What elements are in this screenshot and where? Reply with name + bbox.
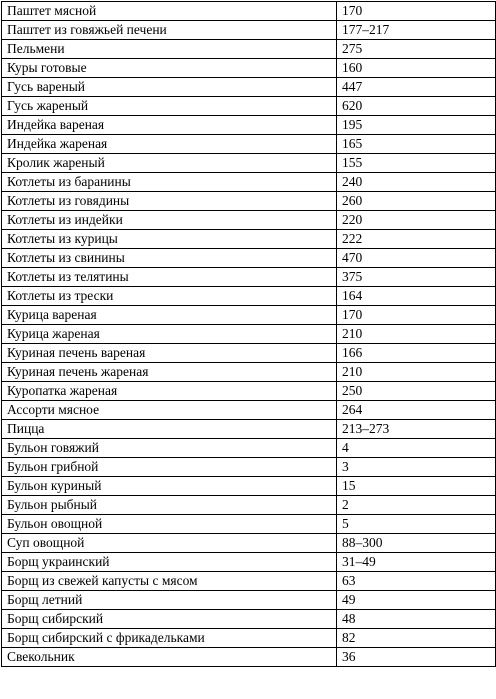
calorie-value-cell: 36	[337, 648, 496, 667]
dish-name-cell: Свекольник	[2, 648, 337, 667]
table-row	[2, 116, 496, 135]
dish-name-cell: Бульон куриный	[2, 477, 337, 496]
table-row	[2, 344, 496, 363]
calorie-value-cell: 5	[337, 515, 496, 534]
dish-name-cell: Котлеты из говядины	[2, 192, 337, 211]
dish-name-cell: Куриная печень вареная	[2, 344, 337, 363]
dish-name-cell: Паштет из говяжьей печени	[2, 21, 337, 40]
table-row	[2, 515, 496, 534]
calorie-value-cell: 213–273	[337, 420, 496, 439]
calorie-value-cell: 170	[337, 2, 496, 21]
dish-name-cell: Борщ украинский	[2, 553, 337, 572]
calorie-value-cell: 210	[337, 325, 496, 344]
table-row	[2, 648, 496, 667]
dish-name-cell: Пельмени	[2, 40, 337, 59]
dish-name-cell: Котлеты из свинины	[2, 249, 337, 268]
dish-name-cell: Борщ сибирский с фрикадельками	[2, 629, 337, 648]
calorie-value-cell: 195	[337, 116, 496, 135]
calorie-value-cell: 264	[337, 401, 496, 420]
calorie-value-cell: 620	[337, 97, 496, 116]
dish-name-cell: Курица жареная	[2, 325, 337, 344]
table-row	[2, 192, 496, 211]
calorie-value-cell: 275	[337, 40, 496, 59]
dish-name-cell: Бульон овощной	[2, 515, 337, 534]
calorie-value-cell: 160	[337, 59, 496, 78]
table-row	[2, 629, 496, 648]
calorie-value-cell: 165	[337, 135, 496, 154]
table-row	[2, 439, 496, 458]
dish-name-cell: Гусь жареный	[2, 97, 337, 116]
table-row	[2, 97, 496, 116]
table-row	[2, 610, 496, 629]
dish-name-cell: Пицца	[2, 420, 337, 439]
calorie-value-cell: 177–217	[337, 21, 496, 40]
calorie-value-cell: 447	[337, 78, 496, 97]
dish-name-cell: Бульон грибной	[2, 458, 337, 477]
table-row	[2, 363, 496, 382]
table-row	[2, 287, 496, 306]
table-row	[2, 135, 496, 154]
calorie-value-cell: 260	[337, 192, 496, 211]
calorie-value-cell: 3	[337, 458, 496, 477]
dish-name-cell: Борщ летний	[2, 591, 337, 610]
calorie-value-cell: 31–49	[337, 553, 496, 572]
dish-name-cell: Ассорти мясное	[2, 401, 337, 420]
dish-name-cell: Борщ сибирский	[2, 610, 337, 629]
calorie-value-cell: 240	[337, 173, 496, 192]
calorie-value-cell: 250	[337, 382, 496, 401]
table-row	[2, 249, 496, 268]
calorie-value-cell: 375	[337, 268, 496, 287]
dish-name-cell: Куропатка жареная	[2, 382, 337, 401]
dish-name-cell: Котлеты из курицы	[2, 230, 337, 249]
table-row	[2, 477, 496, 496]
table-row	[2, 40, 496, 59]
table-row	[2, 211, 496, 230]
calorie-value-cell: 4	[337, 439, 496, 458]
table-row	[2, 268, 496, 287]
dish-name-cell: Бульон рыбный	[2, 496, 337, 515]
table-row	[2, 2, 496, 21]
calorie-table	[1, 1, 496, 667]
table-row	[2, 59, 496, 78]
table-row	[2, 325, 496, 344]
table-row	[2, 553, 496, 572]
calorie-value-cell: 49	[337, 591, 496, 610]
calorie-value-cell: 470	[337, 249, 496, 268]
dish-name-cell: Куры готовые	[2, 59, 337, 78]
dish-name-cell: Гусь вареный	[2, 78, 337, 97]
table-row	[2, 572, 496, 591]
table-body	[2, 2, 496, 667]
table-row	[2, 420, 496, 439]
table-row	[2, 401, 496, 420]
dish-name-cell: Куриная печень жареная	[2, 363, 337, 382]
dish-name-cell: Кролик жареный	[2, 154, 337, 173]
table-row	[2, 496, 496, 515]
table-row	[2, 230, 496, 249]
calorie-value-cell: 63	[337, 572, 496, 591]
calorie-value-cell: 88–300	[337, 534, 496, 553]
dish-name-cell: Паштет мясной	[2, 2, 337, 21]
table-row	[2, 306, 496, 325]
calorie-value-cell: 166	[337, 344, 496, 363]
dish-name-cell: Котлеты из индейки	[2, 211, 337, 230]
calorie-value-cell: 82	[337, 629, 496, 648]
calorie-value-cell: 48	[337, 610, 496, 629]
calorie-value-cell: 164	[337, 287, 496, 306]
dish-name-cell: Котлеты из баранины	[2, 173, 337, 192]
calorie-value-cell: 155	[337, 154, 496, 173]
dish-name-cell: Котлеты из трески	[2, 287, 337, 306]
table-row	[2, 78, 496, 97]
calorie-value-cell: 210	[337, 363, 496, 382]
dish-name-cell: Индейка вареная	[2, 116, 337, 135]
dish-name-cell: Курица вареная	[2, 306, 337, 325]
table-row	[2, 458, 496, 477]
table-row	[2, 21, 496, 40]
calorie-value-cell: 222	[337, 230, 496, 249]
calorie-value-cell: 15	[337, 477, 496, 496]
table-row	[2, 534, 496, 553]
calorie-value-cell: 2	[337, 496, 496, 515]
dish-name-cell: Котлеты из телятины	[2, 268, 337, 287]
table-row	[2, 591, 496, 610]
table-row	[2, 154, 496, 173]
calorie-value-cell: 220	[337, 211, 496, 230]
table-row	[2, 382, 496, 401]
dish-name-cell: Суп овощной	[2, 534, 337, 553]
dish-name-cell: Бульон говяжий	[2, 439, 337, 458]
dish-name-cell: Индейка жареная	[2, 135, 337, 154]
table-row	[2, 173, 496, 192]
calorie-value-cell: 170	[337, 306, 496, 325]
dish-name-cell: Борщ из свежей капусты с мясом	[2, 572, 337, 591]
